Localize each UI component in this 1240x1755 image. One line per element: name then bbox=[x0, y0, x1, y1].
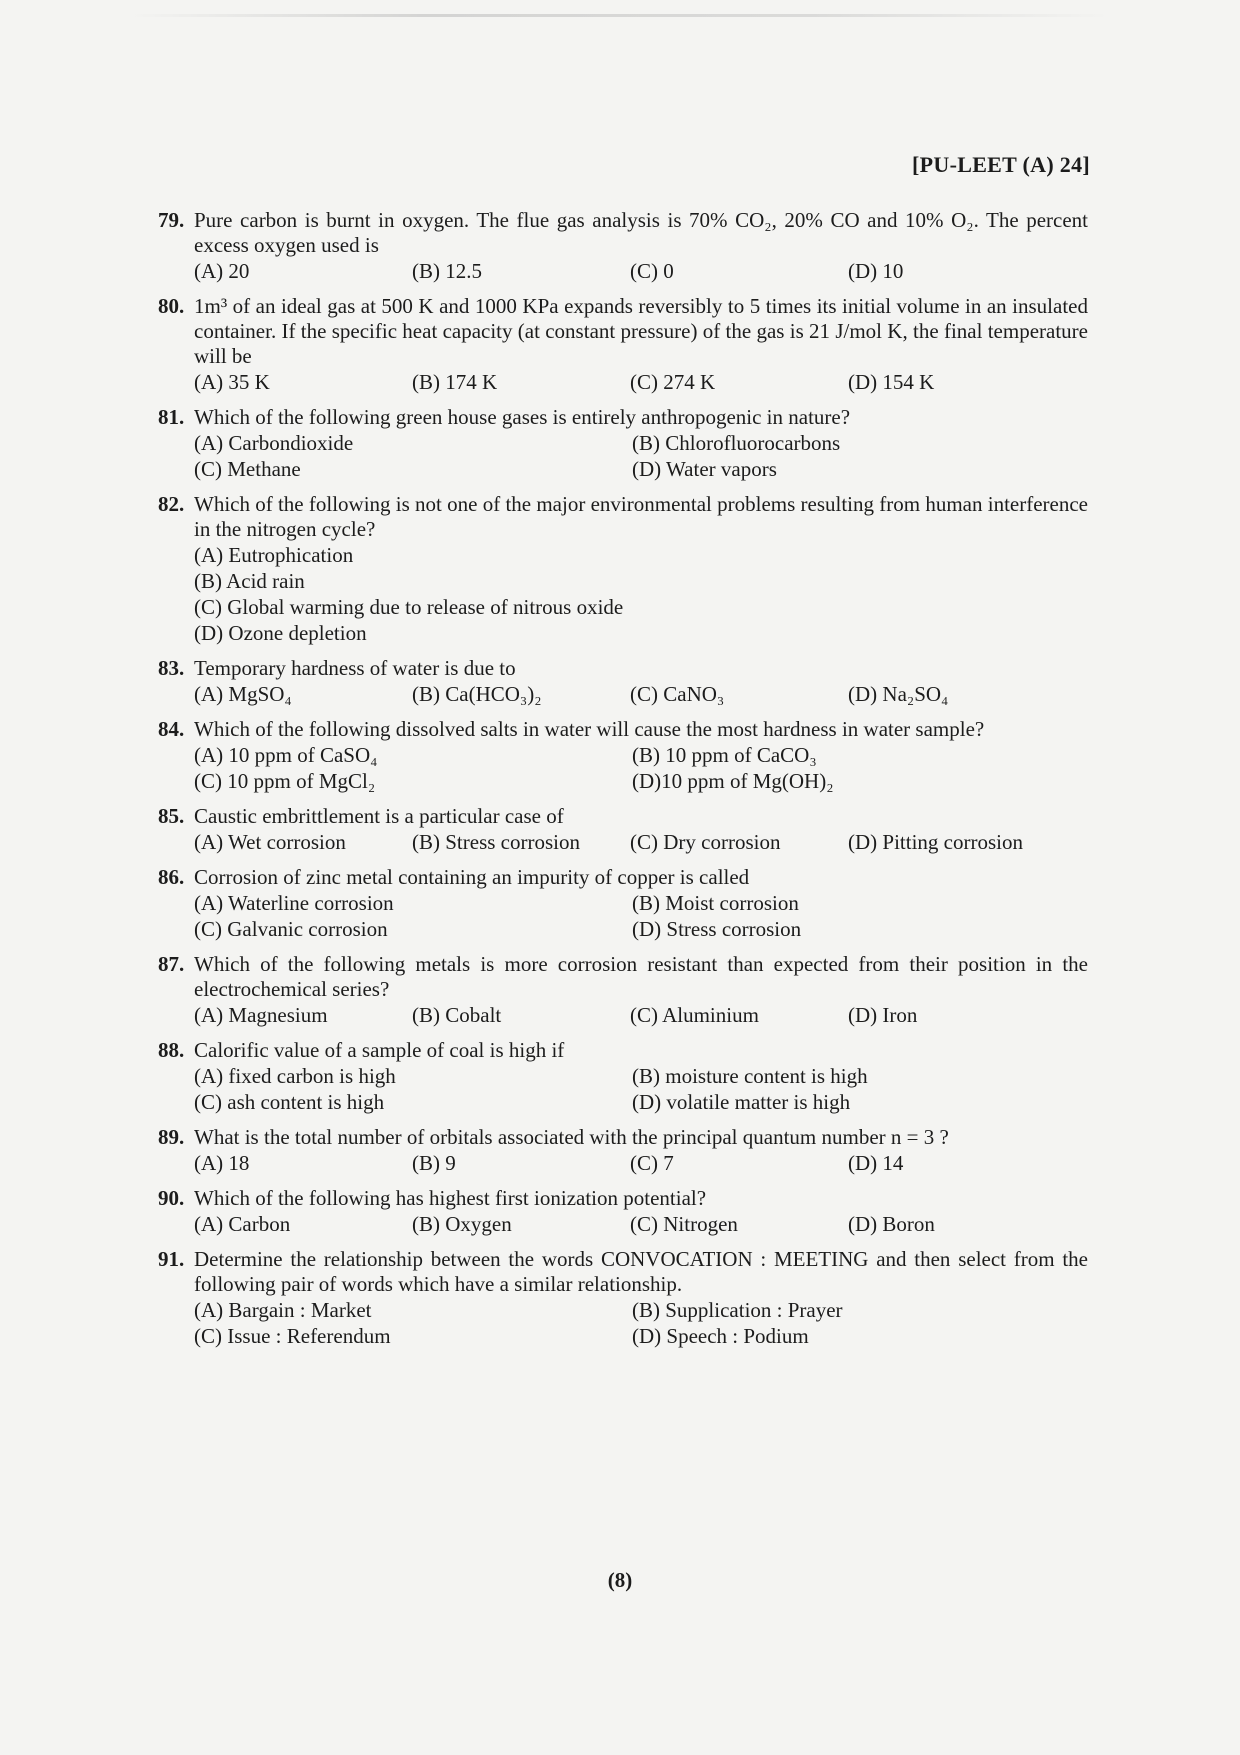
option-c: (C) Aluminium bbox=[630, 1003, 759, 1027]
option-a: (A) Bargain : Market bbox=[194, 1298, 372, 1322]
option-a: (A) Waterline corrosion bbox=[194, 891, 394, 915]
option-d: (D) Na₂SO₄ bbox=[848, 682, 949, 706]
question-number: 80. bbox=[158, 294, 185, 318]
option-d: (D) volatile matter is high bbox=[632, 1090, 851, 1114]
question-88 bbox=[158, 1038, 1088, 1115]
question-number: 79. bbox=[158, 208, 185, 232]
option-c: (C) 274 K bbox=[630, 370, 716, 394]
options bbox=[194, 681, 1088, 707]
question-number: 86. bbox=[158, 865, 185, 889]
question-81 bbox=[158, 405, 1088, 482]
option-d: (D) Ozone depletion bbox=[194, 621, 367, 645]
option-b: (B) Ca(HCO₃)₂ bbox=[412, 682, 542, 706]
question-number: 89. bbox=[158, 1125, 185, 1149]
option-d: (D) 14 bbox=[848, 1151, 904, 1175]
option-c: (C) ash content is high bbox=[194, 1090, 385, 1114]
question-text: Which of the following green house gases is entirely anthropogenic in nature? bbox=[194, 405, 851, 429]
options bbox=[194, 1002, 1088, 1028]
question-number: 82. bbox=[158, 492, 185, 516]
question-text: What is the total number of orbitals associated with the principal quantum number n = 3 ? bbox=[194, 1125, 949, 1149]
option-b: (B) Stress corrosion bbox=[412, 830, 580, 854]
question-text: Corrosion of zinc metal containing an impurity of copper is called bbox=[194, 865, 750, 889]
question-text: Which of the following is not one of the major environmental problems resulting from human interference in the nitrogen cycle? bbox=[194, 492, 1088, 541]
option-b: (B) 9 bbox=[412, 1151, 456, 1175]
question-number: 91. bbox=[158, 1247, 185, 1271]
option-a: (A) Magnesium bbox=[194, 1003, 328, 1027]
option-b: (B) Chlorofluorocarbons bbox=[632, 431, 841, 455]
option-b: (B) Oxygen bbox=[412, 1212, 512, 1236]
option-d: (D) 154 K bbox=[848, 370, 935, 394]
options bbox=[194, 258, 1088, 284]
question-text: Which of the following dissolved salts in water will cause the most hardness in water sample? bbox=[194, 717, 985, 741]
option-d: (D) Iron bbox=[848, 1003, 918, 1027]
options bbox=[194, 430, 1088, 482]
option-d: (D) Water vapors bbox=[632, 457, 777, 481]
option-d: (D) Pitting corrosion bbox=[848, 830, 1023, 854]
options bbox=[194, 1297, 1088, 1349]
option-b: (B) 12.5 bbox=[412, 259, 482, 283]
option-b: (B) moisture content is high bbox=[632, 1064, 868, 1088]
option-a: (A) 18 bbox=[194, 1151, 250, 1175]
question-text: Which of the following metals is more corrosion resistant than expected from their position in the electrochemical series? bbox=[194, 952, 1088, 1001]
question-91 bbox=[158, 1247, 1088, 1349]
option-d: (D) 10 bbox=[848, 259, 904, 283]
question-79 bbox=[158, 208, 1088, 284]
options bbox=[194, 1063, 1088, 1115]
option-b: (B) 174 K bbox=[412, 370, 498, 394]
question-89 bbox=[158, 1125, 1088, 1176]
question-number: 87. bbox=[158, 952, 185, 976]
options bbox=[194, 1211, 1088, 1237]
question-text: Which of the following has highest first ionization potential? bbox=[194, 1186, 707, 1210]
option-b: (B) Supplication : Prayer bbox=[632, 1298, 843, 1322]
option-b: (B) 10 ppm of CaCO₃ bbox=[632, 743, 817, 767]
options bbox=[194, 890, 1088, 942]
options bbox=[194, 369, 1088, 395]
option-a: (A) 20 bbox=[194, 259, 250, 283]
option-d: (D) Stress corrosion bbox=[632, 917, 802, 941]
option-c: (C) Nitrogen bbox=[630, 1212, 738, 1236]
question-text: Caustic embrittlement is a particular case of bbox=[194, 804, 564, 828]
options bbox=[194, 542, 1088, 646]
option-a: (A) 10 ppm of CaSO₄ bbox=[194, 743, 378, 767]
question-number: 88. bbox=[158, 1038, 185, 1062]
option-a: (A) Carbon bbox=[194, 1212, 291, 1236]
option-a: (A) Carbondioxide bbox=[194, 431, 354, 455]
question-83 bbox=[158, 656, 1088, 707]
question-text: 1m³ of an ideal gas at 500 K and 1000 KPa expands reversibly to 5 times its initial volume in an insulated container. If the specific heat capacity (at constant pressure) of the gas is 21 J/mol K, the final temperature will be bbox=[194, 294, 1088, 368]
option-a: (A) MgSO₄ bbox=[194, 682, 292, 706]
question-84 bbox=[158, 717, 1088, 794]
question-text: Temporary hardness of water is due to bbox=[194, 656, 516, 680]
option-c: (C) Galvanic corrosion bbox=[194, 917, 388, 941]
question-82 bbox=[158, 492, 1088, 646]
option-c: (C) 7 bbox=[630, 1151, 674, 1175]
question-90 bbox=[158, 1186, 1088, 1237]
question-text: Calorific value of a sample of coal is high if bbox=[194, 1038, 565, 1062]
option-c: (C) 0 bbox=[630, 259, 674, 283]
question-list bbox=[158, 208, 1088, 1359]
question-number: 83. bbox=[158, 656, 185, 680]
option-d: (D)10 ppm of Mg(OH)₂ bbox=[632, 769, 834, 793]
option-c: (C) Dry corrosion bbox=[630, 830, 781, 854]
options bbox=[194, 1150, 1088, 1176]
question-85 bbox=[158, 804, 1088, 855]
question-text: Determine the relationship between the words CONVOCATION : MEETING and then select from the following pair of words which have a similar relationship. bbox=[194, 1247, 1088, 1296]
option-d: (D) Boron bbox=[848, 1212, 935, 1236]
option-c: (C) Methane bbox=[194, 457, 301, 481]
option-c: (C) Global warming due to release of nitrous oxide bbox=[194, 595, 624, 619]
option-a: (A) Wet corrosion bbox=[194, 830, 346, 854]
page-number: (8) bbox=[607, 1568, 633, 1592]
option-d: (D) Speech : Podium bbox=[632, 1324, 809, 1348]
question-number: 90. bbox=[158, 1186, 185, 1210]
option-a: (A) Eutrophication bbox=[194, 543, 354, 567]
option-a: (A) fixed carbon is high bbox=[194, 1064, 396, 1088]
options bbox=[194, 742, 1088, 794]
question-86 bbox=[158, 865, 1088, 942]
scan-edge-line bbox=[130, 14, 1110, 17]
option-c: (C) CaNO₃ bbox=[630, 682, 725, 706]
paper-code: [PU-LEET (A) 24] bbox=[912, 152, 1090, 177]
option-c: (C) Issue : Referendum bbox=[194, 1324, 391, 1348]
question-number: 81. bbox=[158, 405, 185, 429]
option-b: (B) Moist corrosion bbox=[632, 891, 799, 915]
options bbox=[194, 829, 1088, 855]
question-87 bbox=[158, 952, 1088, 1028]
question-number: 84. bbox=[158, 717, 185, 741]
option-b: (B) Acid rain bbox=[194, 569, 305, 593]
question-number: 85. bbox=[158, 804, 185, 828]
option-a: (A) 35 K bbox=[194, 370, 270, 394]
question-80 bbox=[158, 294, 1088, 395]
question-text: Pure carbon is burnt in oxygen. The flue gas analysis is 70% CO₂, 20% CO and 10% O₂. The percent excess oxygen used is bbox=[194, 208, 1088, 257]
option-b: (B) Cobalt bbox=[412, 1003, 502, 1027]
option-c: (C) 10 ppm of MgCl₂ bbox=[194, 769, 376, 793]
